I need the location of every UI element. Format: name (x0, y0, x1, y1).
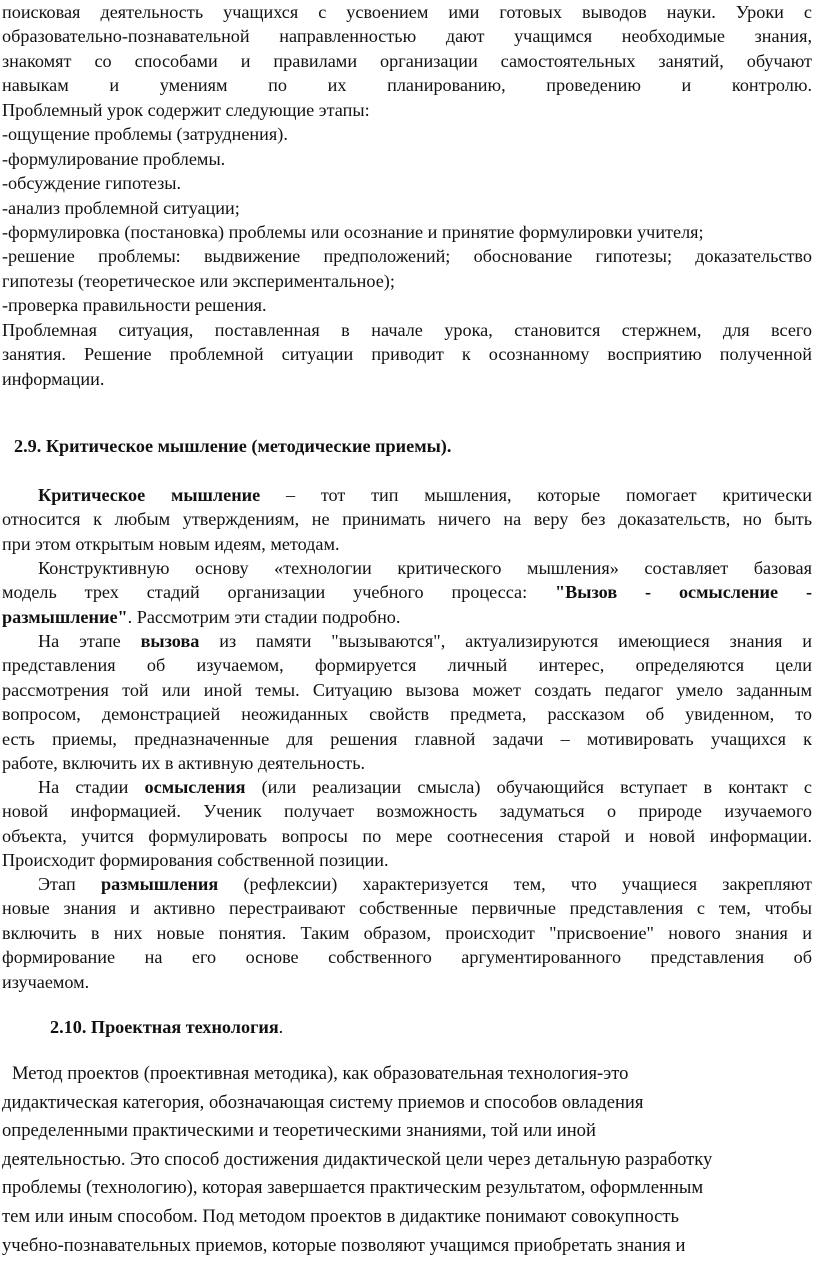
text-line: объекта, учится формулировать вопросы по мере соотнесения старой и новой информации. (2, 825, 812, 846)
text-fragment: (рефлексии) характеризуется тем, что учащиеся закрепляют (218, 874, 812, 894)
stage-item: -анализ проблемной ситуации; (2, 197, 240, 218)
constructive-basis-paragraph (2, 556, 812, 629)
text-line: представления об изучаемом, формируется личный интерес, определяются цели (2, 655, 812, 676)
text-line: новые знания и активно перестраивают собственные первичные представления с тем, чтобы (2, 898, 812, 919)
stage-item: -формулирование проблемы. (2, 148, 226, 169)
text-line: Проблемная ситуация, поставленная в начале урока, становится стержнем, для всего (2, 320, 812, 340)
stage-item: -проверка правильности решения. (2, 295, 267, 316)
text-line: включить в них новые понятия. Таким образом, происходит "присвоение" нового знания и (2, 922, 812, 943)
text-line: рассмотрения той или иной темы. Ситуацию вызова может создать педагог умело заданным (2, 679, 812, 700)
text-line: новой информацией. Ученик получает возможность задуматься о природе изучаемого (2, 801, 812, 822)
term-reflection-stage: размышления (100, 874, 219, 894)
text-line: Конструктивную основу «технологии критического мышления» составляет базовая (38, 558, 812, 578)
text-fragment: На стадии (38, 777, 145, 797)
text-line: деятельностью. Это способ достижения дидактической цели через детальную разработку (2, 1148, 713, 1170)
text-fragment: модель трех стадий организации учебного процесса: (2, 582, 556, 603)
heading-critical-thinking: 2.9. Критическое мышление (методические приемы). (14, 436, 452, 456)
text-line: занятия. Решение проблемной ситуации приводит к осознанному восприятию полученной (2, 344, 812, 365)
text-line: работе, включить их в активную деятельность. (2, 753, 366, 774)
text-line: Происходит формирования собственной позиции. (2, 850, 389, 871)
term-critical-thinking: Критическое мышление (38, 485, 261, 505)
stage-item: -обсуждение гипотезы. (2, 173, 182, 194)
text-fragment: . Рассмотрим эти стадии подробно. (127, 606, 401, 627)
text-line: учебно-познавательных приемов, которые позволяют учащимся приобретать знания и (2, 1234, 686, 1256)
text-fragment: – тот тип мышления, которые помогает критически (260, 485, 812, 505)
text-line (2, 775, 812, 799)
term-call: вызова (140, 631, 200, 651)
text-line: информации. (2, 368, 105, 389)
text-line: есть приемы, предназначенные для решения главной задачи – мотивировать учащихся к (2, 728, 812, 749)
text-line: вопросом, демонстрацией неожиданных свойств предмета, рассказом об увиденном, то (2, 704, 812, 725)
text-line: относится к любым утверждениям, не принимать ничего на веру без доказательств, но быть (2, 509, 812, 530)
text-line: дидактическая категория, обозначающая систему приемов и способов овладения (2, 1091, 644, 1113)
heading-text: 2.10. Проектная технология (50, 1017, 279, 1037)
stages-list (2, 98, 812, 318)
text-line (2, 872, 812, 896)
stages-intro: Проблемный урок содержит следующие этапы: (2, 100, 370, 120)
intro-paragraph (2, 0, 812, 98)
text-line: знакомят со способами и правилами организации самостоятельных занятий, обучают (2, 50, 812, 71)
text-line (2, 605, 812, 629)
text-line: поисковая деятельность учащихся с усвоением ими готовых выводов науки. Уроки с (2, 2, 812, 22)
term-meaning: осмысления (144, 777, 246, 797)
heading-dot: . (278, 1017, 284, 1037)
text-line: образовательно-познавательной направленностью дают учащимся необходимые знания, (2, 26, 812, 47)
heading-project-technology (50, 1015, 283, 1039)
text-line: изучаемом. (2, 971, 90, 992)
call-stage-paragraph (2, 629, 812, 775)
text-fragment: Этап (38, 874, 101, 894)
stage-item: -решение проблемы: выдвижение предположений; обоснование гипотезы; доказательство (2, 246, 812, 267)
text-line: при этом открытым новым идеям, методам. (2, 533, 340, 554)
stage-item: -ощущение проблемы (затруднения). (2, 124, 288, 145)
text-fragment: (или реализации смысла) обучающийся вступает в контакт с (245, 777, 812, 797)
text-line: формирование на его основе собственного аргументированного представления об (2, 947, 812, 968)
stage-item: гипотезы (теоретическое или экспериментальное); (2, 270, 395, 291)
meaning-stage-paragraph (2, 775, 812, 873)
text-line: Метод проектов (проективная методика), как образовательная технология-это (12, 1063, 629, 1084)
text-line (2, 483, 812, 507)
text-line: определенными практическими и теоретическими знаниями, той или иной (2, 1120, 596, 1142)
term-stages: "Вызов - осмысление - (555, 582, 813, 603)
text-line (2, 629, 812, 653)
text-line: навыкам и умениям по их планированию, проведению и контролю. (2, 75, 812, 96)
project-method-paragraph (2, 1060, 802, 1260)
text-fragment: На этапе (38, 631, 141, 651)
text-line (2, 580, 812, 604)
term-reflection: размышление" (2, 606, 128, 627)
critical-definition-paragraph (2, 483, 812, 556)
text-line: тем или иным способом. Под методом проектов в дидактике понимают совокупность (2, 1205, 680, 1227)
text-line: проблемы (технологию), которая завершается практическим результатом, оформленным (2, 1177, 704, 1199)
stage-item: -формулировка (постановка) проблемы или осознание и принятие формулировки учителя; (2, 222, 704, 243)
problem-paragraph (2, 318, 812, 391)
reflection-stage-paragraph (2, 872, 812, 994)
text-fragment: из памяти "вызываются", актуализируются имеющиеся знания и (199, 631, 812, 651)
